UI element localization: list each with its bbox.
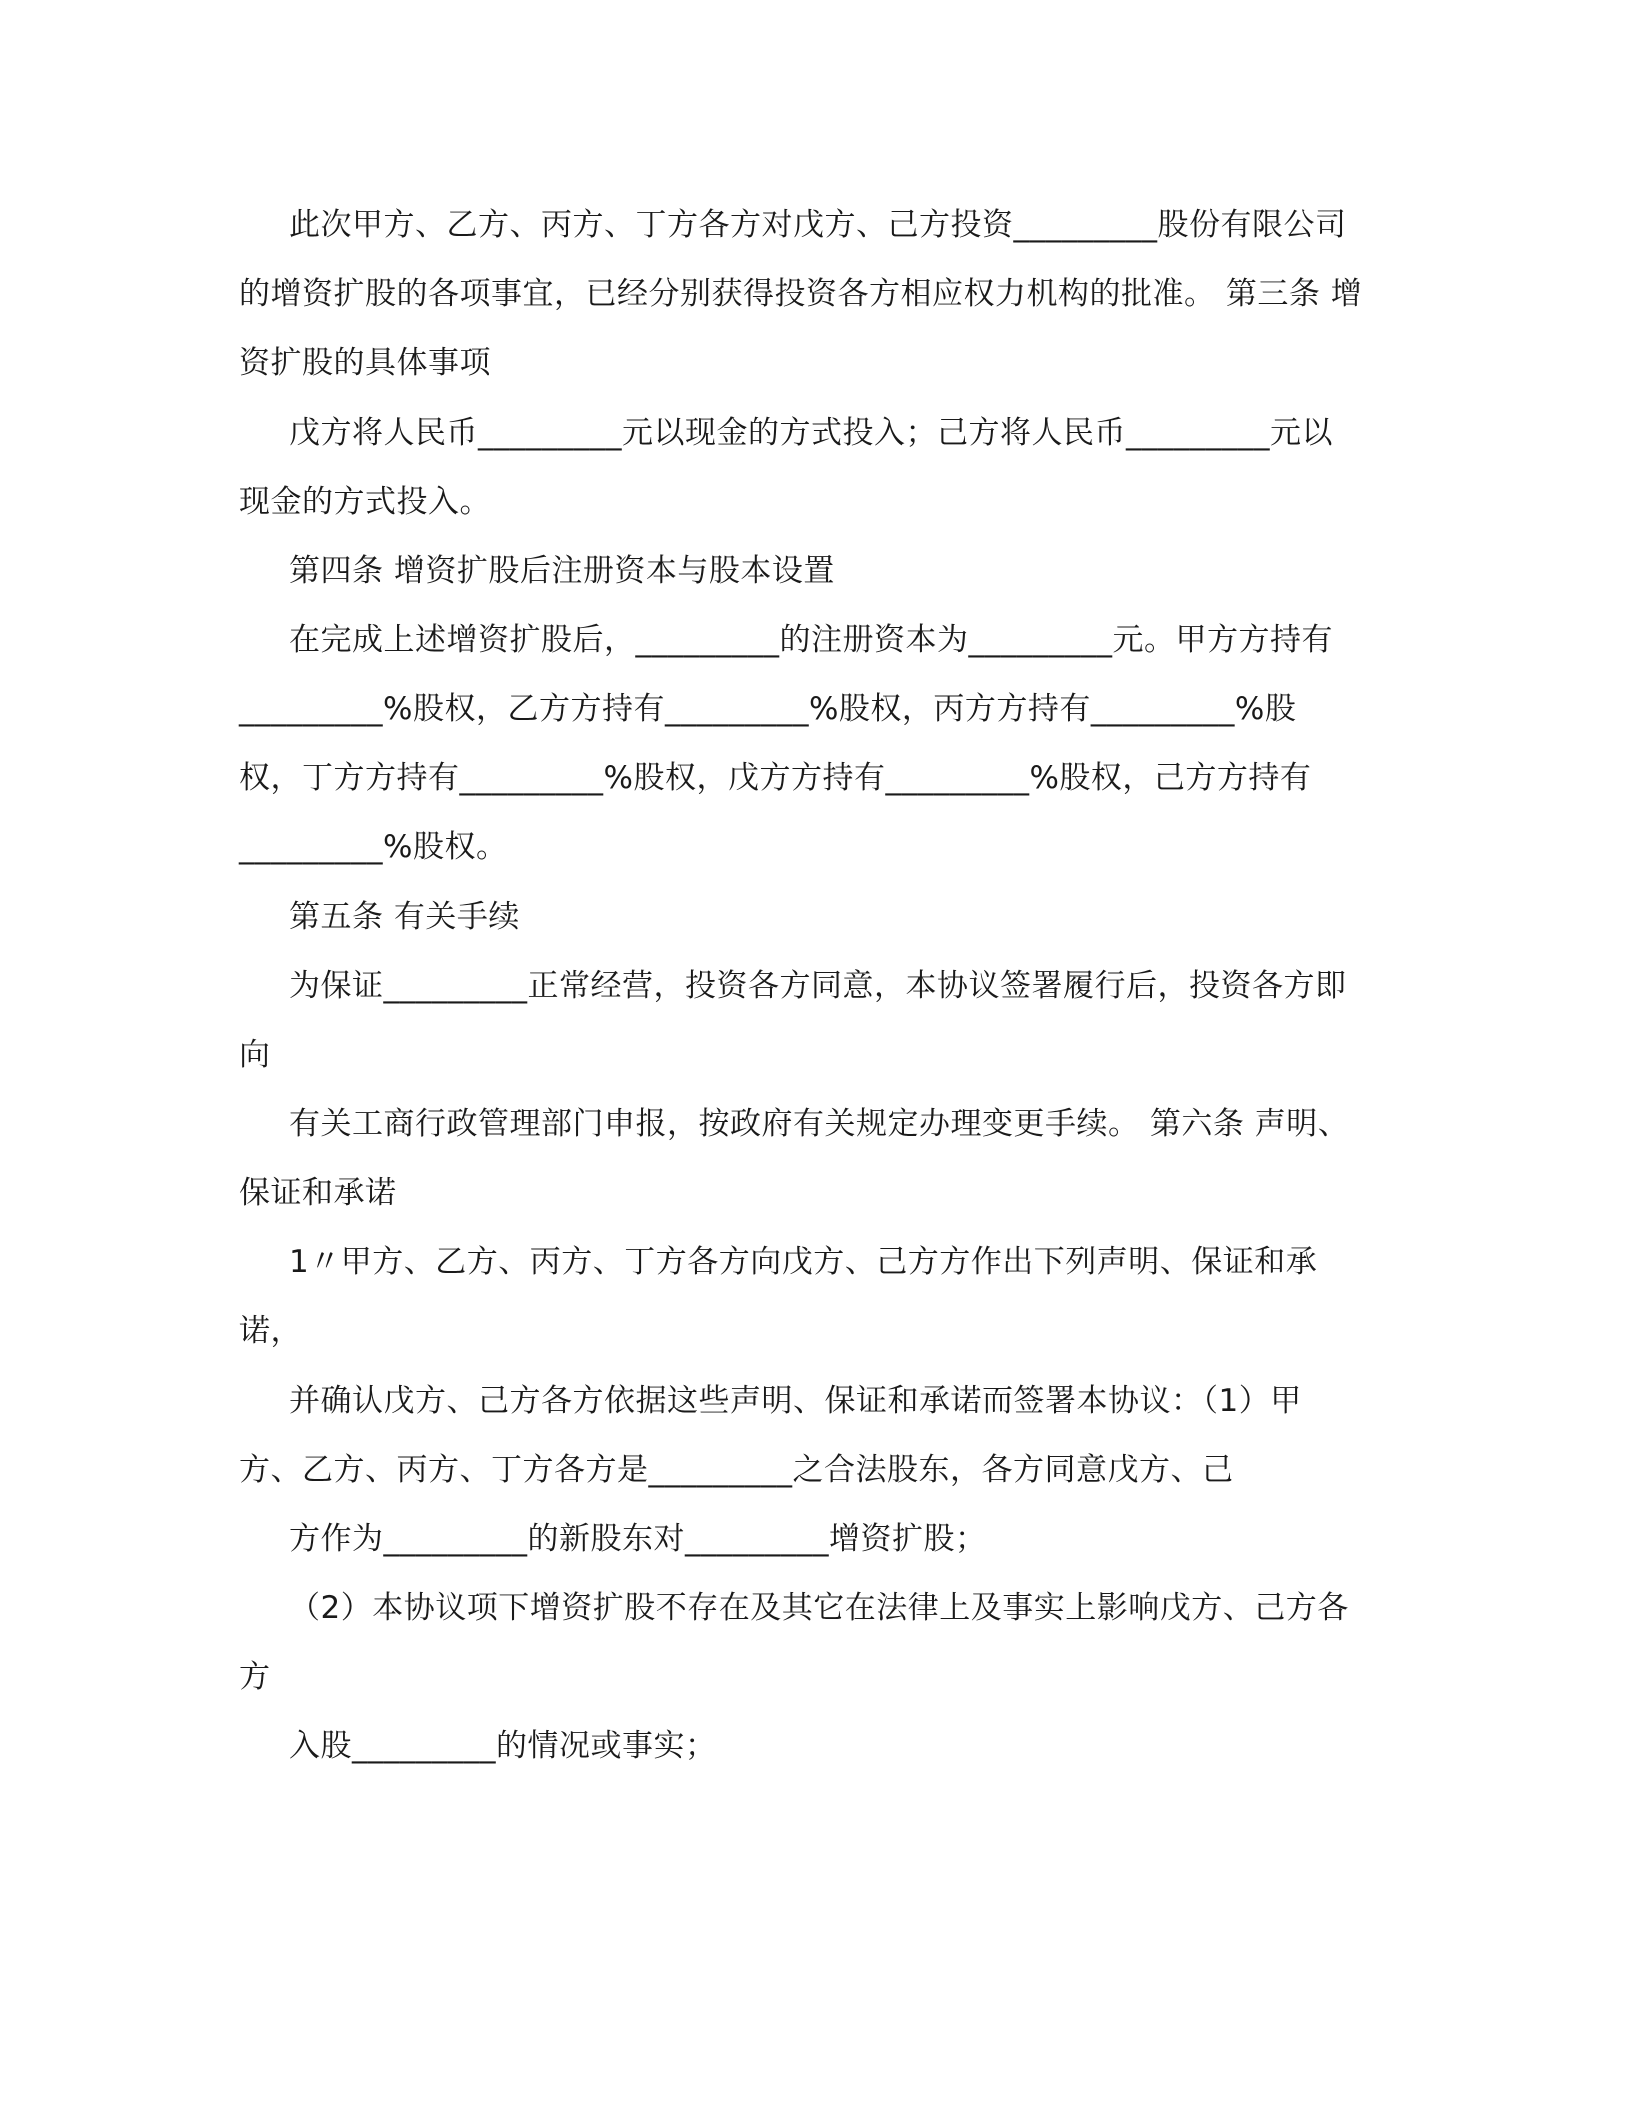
paragraph-line: 为保证_________正常经营，投资各方同意，本协议签署履行后，投资各方即 (289, 968, 1347, 1004)
paragraph-line: 保证和承诺 (239, 1175, 397, 1211)
paragraph-line: 在完成上述增资扩股后，_________的注册资本为_________元。甲方方持有 (289, 622, 1333, 658)
paragraph-line: 诺， (239, 1313, 302, 1349)
paragraph-line: 1〃甲方、乙方、丙方、丁方各方向戊方、己方方作出下列声明、保证和承 (289, 1244, 1318, 1280)
section-heading: 第四条 增资扩股后注册资本与股本设置 (289, 553, 835, 589)
paragraph-line: 方、乙方、丙方、丁方各方是_________之合法股东，各方同意戊方、己 (239, 1452, 1234, 1488)
paragraph-line: 此次甲方、乙方、丙方、丁方各方对戊方、己方投资_________股份有限公司 (289, 207, 1347, 243)
paragraph-line: _________%股权，乙方方持有_________%股权，丙方方持有_________%股 (239, 691, 1297, 727)
section-heading: 第五条 有关手续 (289, 899, 520, 935)
paragraph-line: 权，丁方方持有_________%股权，戊方方持有_________%股权，己方方持有 (239, 760, 1312, 796)
paragraph-line: 方 (239, 1659, 271, 1695)
paragraph-line: 资扩股的具体事项 (239, 345, 491, 381)
paragraph-line: _________%股权。 (239, 829, 508, 865)
paragraph-line: （2）本协议项下增资扩股不存在及其它在法律上及事实上影响戊方、己方各 (289, 1590, 1349, 1626)
paragraph-line: 现金的方式投入。 (239, 484, 491, 520)
paragraph-line: 的增资扩股的各项事宜，已经分别获得投资各方相应权力机构的批准。 第三条 增 (239, 276, 1363, 312)
paragraph-line: 方作为_________的新股东对_________增资扩股； (289, 1521, 987, 1557)
paragraph-line: 并确认戊方、己方各方依据这些声明、保证和承诺而签署本协议：（1）甲 (289, 1383, 1302, 1419)
paragraph-line: 有关工商行政管理部门申报，按政府有关规定办理变更手续。 第六条 声明、 (289, 1106, 1350, 1142)
paragraph-line: 戊方将人民币_________元以现金的方式投入；己方将人民币_________元以 (289, 415, 1333, 451)
paragraph-line: 向 (239, 1037, 271, 1073)
paragraph-line: 入股_________的情况或事实； (289, 1728, 717, 1764)
